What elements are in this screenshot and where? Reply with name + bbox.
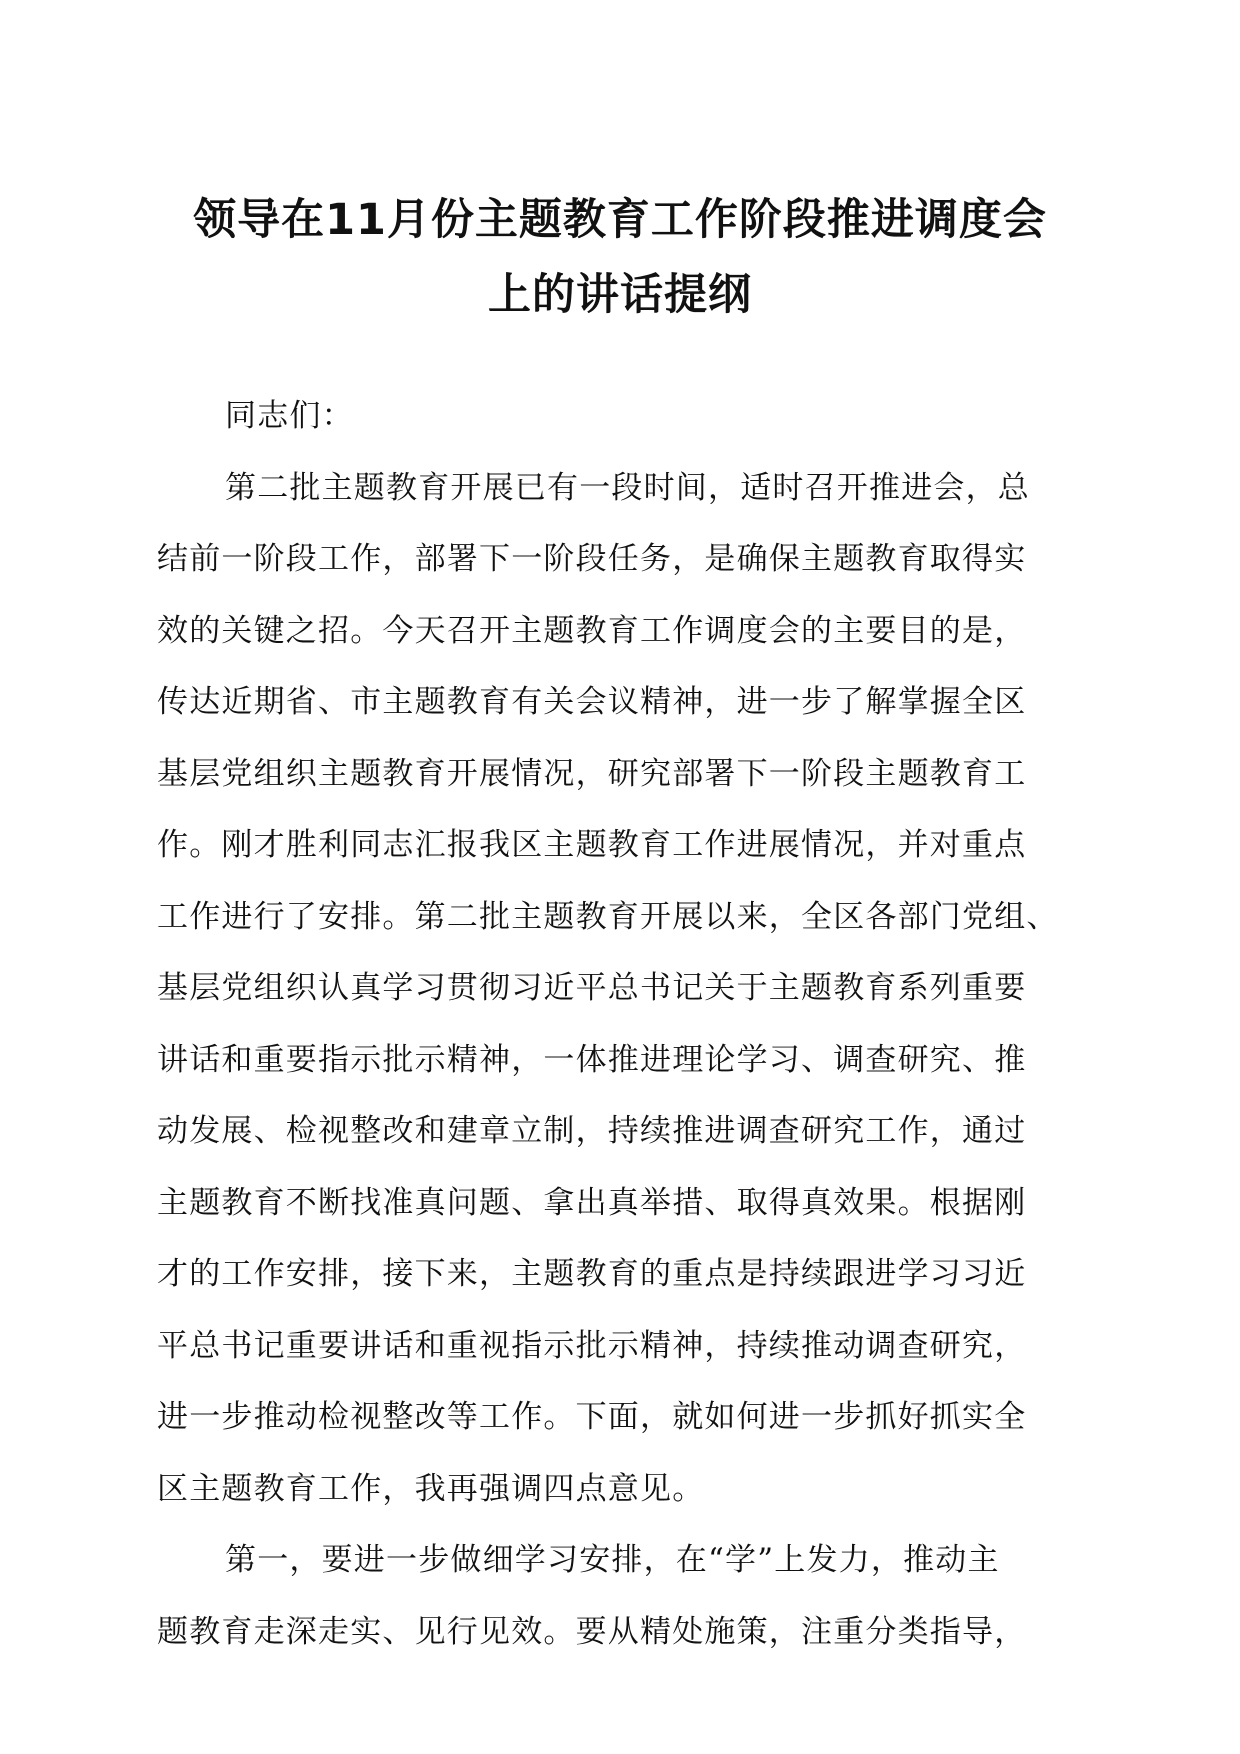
paragraph-line: 效的关键之招。今天召开主题教育工作调度会的主要目的是，: [157, 612, 1027, 649]
title-line: 上的讲话提纲: [488, 270, 752, 320]
paragraph-1: [157, 453, 1087, 1526]
paragraph-line: 基层党组织认真学习贯彻习近平总书记关于主题教育系列重要: [157, 970, 1027, 1006]
paragraph-line: 区主题教育工作，我再强调四点意见。: [157, 1470, 705, 1507]
paragraph-line: 平总书记重要讲话和重视指示批示精神，持续推动调查研究，: [157, 1327, 1027, 1364]
paragraph-2: [157, 1525, 1087, 1668]
paragraph-line: 作。刚才胜利同志汇报我区主题教育工作进展情况，并对重点: [157, 827, 1027, 863]
paragraph-line: 基层党组织主题教育开展情况，研究部署下一阶段主题教育工: [157, 755, 1027, 792]
paragraph-line: 第一，要进一步做细学习安排，在“学”上发力，推动主: [225, 1542, 1000, 1578]
paragraph-line: 工作进行了安排。第二批主题教育开展以来，全区各部门党组、: [157, 898, 1059, 935]
title-line: 领导在11月份主题教育工作阶段推进调度会: [193, 195, 1047, 245]
paragraph-line: 进一步推动检视整改等工作。下面，就如何进一步抓好抓实全: [157, 1399, 1027, 1435]
paragraph-line: 传达近期省、市主题教育有关会议精神，进一步了解掌握全区: [157, 684, 1027, 720]
paragraph-line: 才的工作安排，接下来，主题教育的重点是持续跟进学习习近: [157, 1256, 1027, 1292]
paragraph-line: 动发展、检视整改和建章立制，持续推进调查研究工作，通过: [157, 1113, 1027, 1149]
paragraph-line: 题教育走深走实、见行见效。要从精处施策，注重分类指导，: [157, 1613, 1027, 1650]
greeting: 同志们：: [225, 398, 354, 434]
paragraph-line: 结前一阶段工作，部署下一阶段任务，是确保主题教育取得实: [157, 541, 1027, 577]
document-body: [157, 381, 1087, 1668]
paragraph-line: 主题教育不断找准真问题、拿出真举措、取得真效果。根据刚: [157, 1184, 1027, 1221]
document-title: [160, 183, 1080, 333]
paragraph-line: 第二批主题教育开展已有一段时间，适时召开推进会，总: [225, 469, 1030, 506]
paragraph-line: 讲话和重要指示批示精神，一体推进理论学习、调查研究、推: [157, 1041, 1027, 1078]
